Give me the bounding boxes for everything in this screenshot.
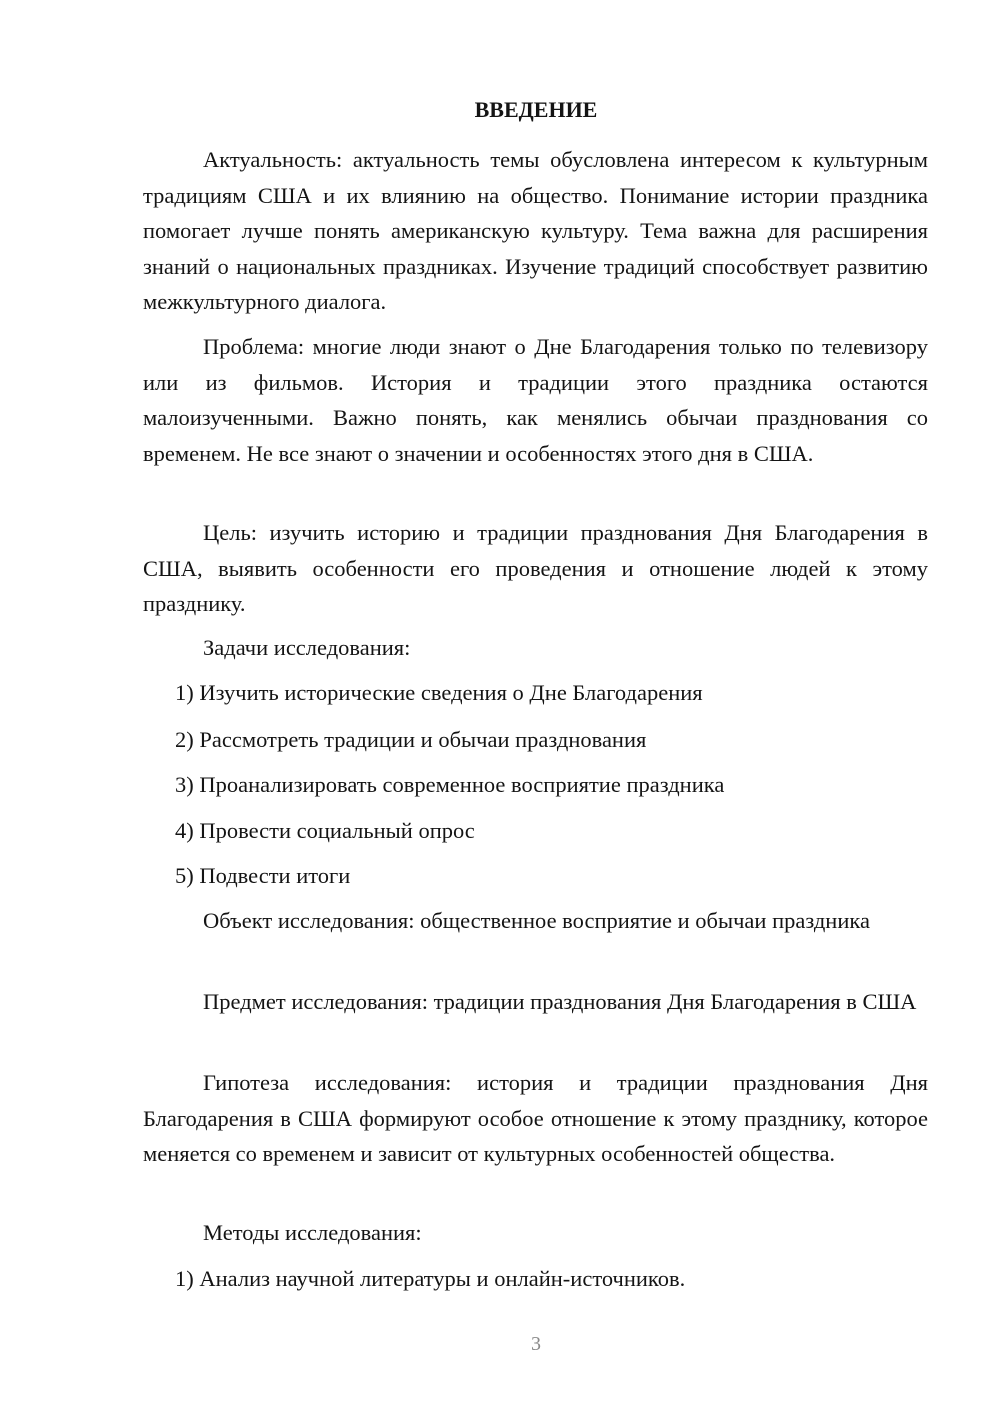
tasks-heading: Задачи исследования: [203, 635, 411, 660]
hypothesis-paragraph: Гипотеза исследования: история и традиции празднования Дня Благодарения в США формируют особое отношение к этому празднику, которое меняется со временем и зависит от культурных особенностей общества. [143, 1070, 928, 1166]
task-item-1: 1) Изучить исторические сведения о Дне Благодарения [175, 680, 703, 705]
object-paragraph: Объект исследования: общественное восприятие и обычаи праздника [203, 908, 870, 933]
problem-paragraph: Проблема: многие люди знают о Дне Благодарения только по телевизору или из фильмов. История и традиции этого праздника остаются малоизученными. Важно понять, как менялись обычаи празднования со временем. Не все знают о значении и особенностях этого дня в США. [143, 334, 928, 466]
task-item-2: 2) Рассмотреть традиции и обычаи празднования [175, 727, 647, 752]
section-title: ВВЕДЕНИЕ [474, 97, 598, 122]
page-number: 3 [531, 1333, 541, 1355]
relevance-paragraph: Актуальность: актуальность темы обусловлена интересом к культурным традициям США и их влиянию на общество. Понимание истории праздника помогает лучше понять американскую культуру. Тема важна для расширения знаний о национальных праздниках. Изучение традиций способствует развитию межкультурного диалога. [143, 147, 928, 314]
task-item-3: 3) Проанализировать современное восприятие праздника [175, 772, 725, 797]
goal-paragraph: Цель: изучить историю и традиции празднования Дня Благодарения в США, выявить особенности его проведения и отношение людей к этому празднику. [143, 520, 928, 616]
task-item-4: 4) Провести социальный опрос [175, 818, 475, 843]
method-item-1: 1) Анализ научной литературы и онлайн-источников. [175, 1266, 686, 1291]
subject-paragraph: Предмет исследования: традиции празднования Дня Благодарения в США [203, 989, 917, 1014]
task-item-5: 5) Подвести итоги [175, 863, 351, 888]
methods-heading: Методы исследования: [203, 1220, 422, 1245]
